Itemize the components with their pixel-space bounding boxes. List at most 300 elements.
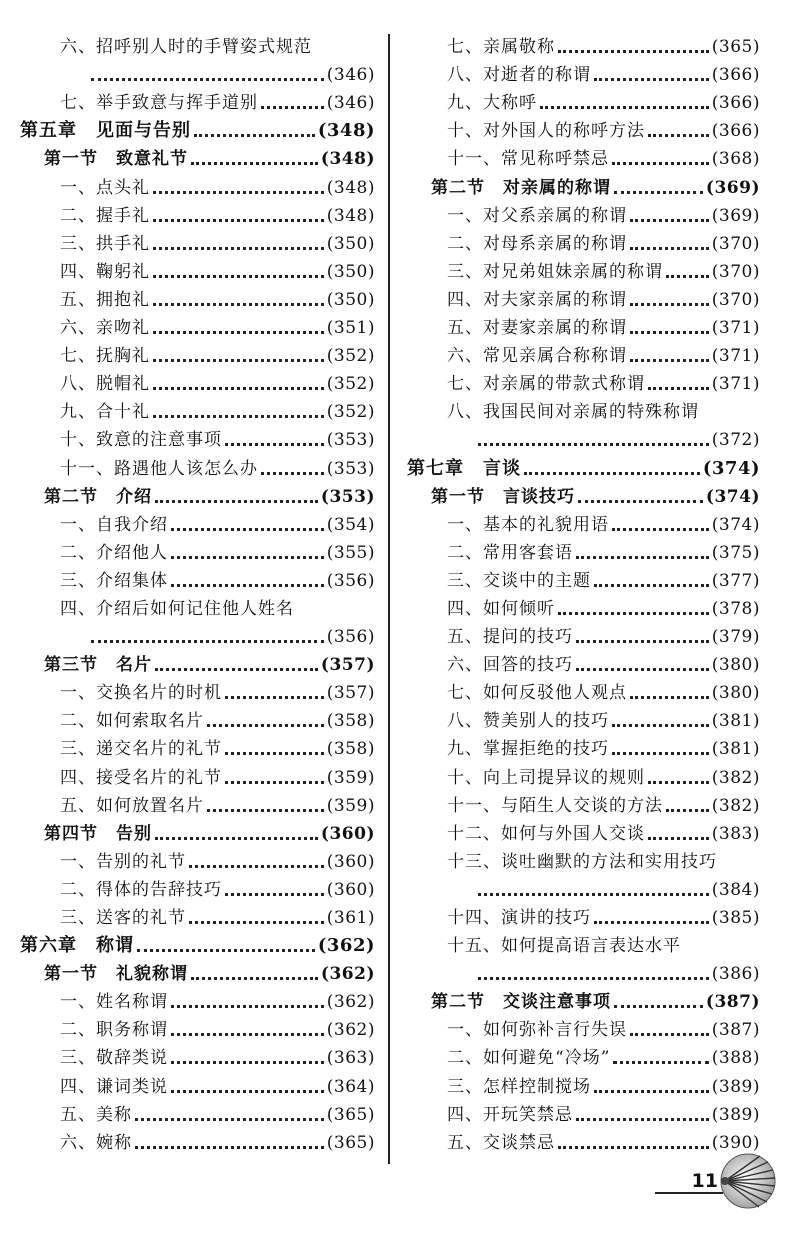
toc-entry-title: 第二节 交谈注意事项: [431, 992, 611, 1013]
dot-leader: [171, 1005, 324, 1008]
dot-leader: [630, 219, 709, 222]
toc-page-number: (351): [326, 318, 375, 339]
dot-leader: [666, 809, 709, 812]
toc-page-number: (389): [711, 1104, 760, 1125]
toc-entry: [20, 1069, 375, 1097]
toc-entry: [407, 845, 760, 873]
toc-page-number: (346): [326, 93, 375, 114]
dot-leader: [153, 359, 324, 362]
toc-entry: [407, 760, 760, 788]
toc-page-number: (361): [326, 908, 375, 928]
toc-page-number: (374): [711, 514, 760, 535]
toc-entry-title: 七、对亲属的带款式称谓: [447, 374, 645, 395]
toc-chapter: [407, 451, 760, 479]
toc-entry-title: 第二节 对亲属的称谓: [431, 177, 611, 198]
dot-leader: [540, 106, 709, 109]
dot-leader: [171, 584, 324, 587]
toc-page-number: (360): [326, 851, 375, 872]
toc-page-number: (374): [705, 486, 760, 507]
toc-section: [20, 817, 375, 845]
toc-page-number: (378): [711, 598, 760, 619]
dot-leader: [558, 1146, 709, 1149]
dot-leader: [91, 640, 324, 643]
toc-entry-title: 五、交谈禁忌: [447, 1132, 555, 1153]
toc-entry-title: 八、脱帽礼: [60, 374, 150, 395]
toc-entry: [20, 676, 375, 704]
dot-leader: [155, 837, 318, 840]
dot-leader: [524, 472, 700, 475]
toc-page-number: (381): [711, 711, 760, 732]
toc-left-column: [20, 30, 375, 1154]
dot-leader: [171, 1061, 324, 1064]
toc-entry: [20, 845, 375, 873]
toc-page-number: (365): [326, 1104, 375, 1125]
toc-entry: [20, 255, 375, 283]
toc-page-number: (353): [326, 430, 375, 451]
toc-entry: [407, 227, 760, 255]
toc-entry: [407, 199, 760, 227]
toc-entry: [20, 620, 375, 648]
toc-entry-title: 三、拱手礼: [60, 233, 150, 254]
dot-leader: [153, 247, 324, 250]
toc-entry-title: 六、婉称: [60, 1132, 132, 1153]
toc-entry-title: 第六章 称谓: [20, 935, 134, 957]
dot-leader: [648, 781, 709, 784]
dot-leader: [155, 500, 318, 503]
toc-page-number: (388): [711, 1048, 760, 1069]
toc-entry-title: 十二、如何与外国人交谈: [447, 823, 645, 844]
dot-leader: [648, 134, 709, 137]
toc-page-number: (386): [711, 964, 760, 985]
toc-page-number: (365): [711, 37, 760, 58]
toc-entry: [407, 423, 760, 451]
toc-page-number: (354): [326, 514, 375, 535]
toc-entry: [20, 901, 375, 929]
toc-page-number: (355): [326, 542, 375, 563]
toc-right-column: [407, 30, 760, 1154]
page-number: 11: [691, 1170, 718, 1192]
toc-page-number: (350): [326, 289, 375, 310]
toc-entry: [407, 676, 760, 704]
toc-entry: [20, 592, 375, 620]
toc-entry-title: 十一、路遇他人该怎么办: [60, 458, 258, 479]
toc-entry: [407, 648, 760, 676]
toc-entry-title: 第一节 礼貌称谓: [44, 964, 188, 985]
toc-entry: [407, 732, 760, 760]
toc-entry-title: 四、介绍后如何记住他人姓名: [60, 598, 294, 619]
toc-entry: [407, 957, 760, 985]
dot-leader: [594, 78, 709, 81]
toc-entry-title: 七、亲属敬称: [447, 37, 555, 58]
toc-entry-title: 第一节 言谈技巧: [431, 486, 575, 507]
toc-page-number: (369): [711, 205, 760, 226]
dot-leader: [225, 781, 324, 784]
toc-entry-title: 七、如何反驳他人观点: [447, 683, 627, 704]
dot-leader: [171, 528, 324, 531]
toc-entry-title: 八、对逝者的称谓: [447, 65, 591, 86]
toc-entry: [20, 760, 375, 788]
dot-leader: [153, 387, 324, 390]
dot-leader: [576, 668, 709, 671]
toc-page-number: (371): [711, 318, 760, 339]
toc-page-number: (357): [326, 683, 375, 704]
dot-leader: [135, 1146, 324, 1149]
toc-page-number: (362): [320, 964, 375, 985]
toc-entry: [407, 508, 760, 536]
toc-entry-title: 十四、演讲的技巧: [447, 908, 591, 928]
toc-entry: [407, 1041, 760, 1069]
toc-page-number: (385): [711, 908, 760, 928]
dot-leader: [261, 106, 324, 109]
dot-leader: [630, 331, 709, 334]
toc-entry-title: 二、介绍他人: [60, 542, 168, 563]
toc-entry: [20, 367, 375, 395]
toc-entry-title: 五、如何放置名片: [60, 795, 204, 816]
toc-entry-title: 二、如何索取名片: [60, 711, 204, 732]
dot-leader: [191, 162, 318, 165]
toc-page-number: (389): [711, 1076, 760, 1097]
toc-page-number: (366): [711, 93, 760, 114]
toc-page-number: (379): [711, 627, 760, 648]
toc-entry-title: 三、怎样控制搅场: [447, 1076, 591, 1097]
toc-entry-title: 一、姓名称谓: [60, 992, 168, 1013]
toc-entry-title: 三、敬辞类说: [60, 1048, 168, 1069]
toc-entry: [407, 929, 760, 957]
toc-entry-title: 三、送客的礼节: [60, 908, 186, 928]
toc-entry: [20, 1098, 375, 1126]
toc-chapter: [20, 114, 375, 142]
toc-entry: [20, 508, 375, 536]
toc-entry-title: 三、介绍集体: [60, 570, 168, 591]
dot-leader: [189, 921, 324, 924]
dot-leader: [613, 1061, 708, 1064]
toc-entry-title: 九、掌握拒绝的技巧: [447, 739, 609, 760]
dot-leader: [648, 387, 709, 390]
toc-entry-title: 一、交换名片的时机: [60, 683, 222, 704]
dot-leader: [207, 724, 324, 727]
toc-entry-title: 第四节 告别: [44, 823, 152, 844]
dot-leader: [153, 191, 324, 194]
toc-entry-title: 四、谦词类说: [60, 1076, 168, 1097]
toc-entry-title: 四、开玩笑禁忌: [447, 1104, 573, 1125]
toc-entry-title: 一、自我介绍: [60, 514, 168, 535]
toc-page-number: (372): [711, 430, 760, 451]
toc-page-number: (352): [326, 346, 375, 367]
toc-entry-title: 四、对夫家亲属的称谓: [447, 289, 627, 310]
toc-entry: [20, 170, 375, 198]
toc-page-number: (382): [711, 767, 760, 788]
toc-entry: [407, 1069, 760, 1097]
toc-page-number: (360): [320, 823, 375, 844]
dot-leader: [576, 640, 709, 643]
toc-entry: [20, 86, 375, 114]
toc-page-number: (359): [326, 795, 375, 816]
toc-entry-title: 十、向上司提异议的规则: [447, 767, 645, 788]
toc-page-number: (362): [326, 1020, 375, 1041]
toc-entry-title: 五、拥抱礼: [60, 289, 150, 310]
dot-leader: [612, 752, 709, 755]
toc-entry: [407, 873, 760, 901]
toc-page-number: (368): [711, 149, 760, 170]
toc-page-number: (362): [326, 992, 375, 1013]
dot-leader: [612, 162, 709, 165]
dot-leader: [558, 612, 709, 615]
toc-entry-title: 六、常见亲属合称称谓: [447, 346, 627, 367]
dot-leader: [91, 78, 324, 81]
toc-entry-title: 十一、与陌生人交谈的方法: [447, 795, 663, 816]
toc-page-number: (358): [326, 711, 375, 732]
toc-section: [20, 648, 375, 676]
dot-leader: [191, 977, 318, 980]
toc-entry: [407, 901, 760, 929]
dot-leader: [630, 359, 709, 362]
toc-entry-title: 三、交谈中的主题: [447, 570, 591, 591]
toc-page-number: (365): [326, 1132, 375, 1153]
toc-entry: [20, 1041, 375, 1069]
dot-leader: [666, 275, 709, 278]
toc-page-number: (380): [711, 683, 760, 704]
toc-page-number: (360): [326, 879, 375, 900]
toc-entry-title: 九、大称呼: [447, 93, 537, 114]
toc-entry: [407, 704, 760, 732]
dot-leader: [576, 556, 709, 559]
dot-leader: [594, 584, 709, 587]
toc-page-number: (353): [326, 458, 375, 479]
toc-entry-title: 二、如何避免“冷场”: [447, 1048, 611, 1069]
toc-entry: [20, 311, 375, 339]
dot-leader: [630, 303, 709, 306]
toc-entry-title: 五、美称: [60, 1104, 132, 1125]
toc-entry: [407, 30, 760, 58]
toc-entry: [20, 58, 375, 86]
toc-entry-title: 三、递交名片的礼节: [60, 739, 222, 760]
dot-leader: [558, 50, 709, 53]
toc-entry-title: 六、亲吻礼: [60, 318, 150, 339]
dot-leader: [137, 949, 315, 952]
toc-section: [20, 142, 375, 170]
toc-entry: [20, 1013, 375, 1041]
toc-entry: [407, 367, 760, 395]
toc-entry: [20, 395, 375, 423]
toc-entry: [407, 114, 760, 142]
toc-section: [407, 170, 760, 198]
toc-entry: [407, 592, 760, 620]
toc-entry: [407, 142, 760, 170]
dot-leader: [194, 134, 315, 137]
dot-leader: [630, 696, 709, 699]
toc-entry: [20, 704, 375, 732]
toc-entry-title: 二、握手礼: [60, 205, 150, 226]
dot-leader: [153, 415, 324, 418]
toc-page-number: (348): [317, 120, 375, 142]
toc-entry: [20, 789, 375, 817]
toc-page-number: (377): [711, 570, 760, 591]
toc-entry-title: 二、得体的告辞技巧: [60, 879, 222, 900]
toc-page-number: (357): [320, 655, 375, 676]
dot-leader: [225, 752, 324, 755]
toc-entry-title: 十一、常见称呼禁忌: [447, 149, 609, 170]
toc-entry-title: 二、对母系亲属的称谓: [447, 233, 627, 254]
toc-page-number: (356): [326, 627, 375, 648]
dot-leader: [594, 1090, 709, 1093]
toc-page-number: (382): [711, 795, 760, 816]
toc-entry: [407, 283, 760, 311]
toc-page-number: (384): [711, 879, 760, 900]
toc-entry: [20, 732, 375, 760]
toc-page-number: (358): [326, 739, 375, 760]
dot-leader: [261, 472, 324, 475]
toc-entry: [20, 1126, 375, 1154]
toc-section: [407, 985, 760, 1013]
toc-entry: [20, 199, 375, 227]
dot-leader: [135, 1118, 324, 1121]
toc-entry-title: 六、回答的技巧: [447, 655, 573, 676]
toc-entry-title: 一、对父系亲属的称谓: [447, 205, 627, 226]
toc-entry-title: 四、如何倾听: [447, 598, 555, 619]
toc-entry: [407, 1126, 760, 1154]
toc-entry: [407, 1013, 760, 1041]
toc-page-number: (370): [711, 233, 760, 254]
toc-page-number: (366): [711, 65, 760, 86]
toc-page-number: (362): [317, 935, 375, 957]
column-divider: [388, 34, 390, 1164]
toc-entry: [407, 395, 760, 423]
toc-entry: [20, 283, 375, 311]
toc-entry-title: 四、接受名片的礼节: [60, 767, 222, 788]
toc-entry: [407, 58, 760, 86]
dot-leader: [478, 977, 709, 980]
dot-leader: [225, 443, 324, 446]
toc-page-number: (350): [326, 261, 375, 282]
toc-entry-title: 二、常用客套语: [447, 542, 573, 563]
dot-leader: [614, 191, 703, 194]
toc-entry: [20, 339, 375, 367]
toc-page-number: (390): [711, 1132, 760, 1153]
toc-entry: [20, 536, 375, 564]
dot-leader: [171, 1090, 324, 1093]
toc-page-number: (371): [711, 346, 760, 367]
dot-leader: [171, 556, 324, 559]
toc-entry-title: 第五章 见面与告别: [20, 120, 191, 142]
toc-entry-title: 三、对兄弟姐妹亲属的称谓: [447, 261, 663, 282]
toc-page-number: (387): [711, 1020, 760, 1041]
dot-leader: [207, 809, 324, 812]
toc-entry-title: 五、对妻家亲属的称谓: [447, 318, 627, 339]
dot-leader: [648, 837, 709, 840]
toc-page-number: (366): [711, 121, 760, 142]
toc-entry: [20, 564, 375, 592]
toc-page-number: (359): [326, 767, 375, 788]
toc-page-number: (374): [702, 457, 760, 479]
toc-page-number: (346): [326, 65, 375, 86]
dot-leader: [630, 1033, 709, 1036]
toc-entry: [407, 86, 760, 114]
dot-leader: [576, 1118, 709, 1121]
toc-page-number: (387): [705, 992, 760, 1013]
toc-entry: [407, 789, 760, 817]
dot-leader: [478, 893, 709, 896]
toc-page-number: (370): [711, 261, 760, 282]
toc-section: [20, 957, 375, 985]
toc-entry-title: 第二节 介绍: [44, 486, 152, 507]
toc-page-number: (370): [711, 289, 760, 310]
toc-entry: [407, 255, 760, 283]
toc-entry: [20, 873, 375, 901]
toc-entry-title: 第三节 名片: [44, 655, 152, 676]
dot-leader: [612, 528, 709, 531]
dot-leader: [153, 275, 324, 278]
toc-page-number: (380): [711, 655, 760, 676]
toc-entry-title: 四、鞠躬礼: [60, 261, 150, 282]
toc-page-number: (352): [326, 374, 375, 395]
dot-leader: [478, 443, 709, 446]
toc-entry-title: 一、点头礼: [60, 177, 150, 198]
dot-leader: [612, 724, 709, 727]
dot-leader: [614, 1005, 703, 1008]
dot-leader: [630, 247, 709, 250]
toc-entry: [20, 227, 375, 255]
folio-rule: [655, 1192, 723, 1194]
toc-entry: [407, 1098, 760, 1126]
toc-page-number: (348): [326, 177, 375, 198]
toc-page-number: (352): [326, 402, 375, 423]
toc-page-number: (353): [320, 486, 375, 507]
toc-entry-title: 六、招呼别人时的手臂姿式规范: [60, 37, 312, 58]
toc-page-number: (356): [326, 570, 375, 591]
toc-entry-title: 第一节 致意礼节: [44, 149, 188, 170]
toc-page-number: (375): [711, 542, 760, 563]
toc-page-number: (371): [711, 374, 760, 395]
toc-entry: [20, 30, 375, 58]
dot-leader: [594, 921, 709, 924]
toc-page-number: (348): [320, 149, 375, 170]
toc-entry-title: 十五、如何提高语言表达水平: [447, 936, 681, 957]
toc-entry-title: 第七章 言谈: [407, 457, 521, 479]
dot-leader: [153, 303, 324, 306]
toc-entry: [407, 339, 760, 367]
toc-entry: [20, 985, 375, 1013]
toc-entry-title: 七、抚胸礼: [60, 346, 150, 367]
dot-leader: [153, 331, 324, 334]
toc-entry-title: 一、如何弥补言行失误: [447, 1020, 627, 1041]
dot-leader: [578, 500, 703, 503]
toc-entry-title: 一、告别的礼节: [60, 851, 186, 872]
toc-entry-title: 十三、谈吐幽默的方法和实用技巧: [447, 851, 717, 872]
toc-entry-title: 九、合十礼: [60, 402, 150, 423]
dot-leader: [225, 893, 324, 896]
dot-leader: [225, 696, 324, 699]
dot-leader: [189, 865, 324, 868]
toc-page-number: (348): [326, 205, 375, 226]
dot-leader: [171, 1033, 324, 1036]
toc-entry-title: 八、我国民间对亲属的特殊称谓: [447, 402, 699, 423]
toc-entry: [407, 564, 760, 592]
toc-entry-title: 十、致意的注意事项: [60, 430, 222, 451]
toc-entry-title: 七、举手致意与挥手道别: [60, 93, 258, 114]
toc-page-number: (383): [711, 823, 760, 844]
toc-page-number: (381): [711, 739, 760, 760]
toc-page-number: (369): [705, 177, 760, 198]
toc-entry-title: 十、对外国人的称呼方法: [447, 121, 645, 142]
dot-leader: [155, 668, 318, 671]
toc-section: [20, 480, 375, 508]
dot-leader: [153, 219, 324, 222]
toc-entry: [20, 451, 375, 479]
toc-page-number: (363): [326, 1048, 375, 1069]
toc-entry-title: 八、赞美别人的技巧: [447, 711, 609, 732]
toc-entry: [407, 817, 760, 845]
toc-entry: [407, 620, 760, 648]
